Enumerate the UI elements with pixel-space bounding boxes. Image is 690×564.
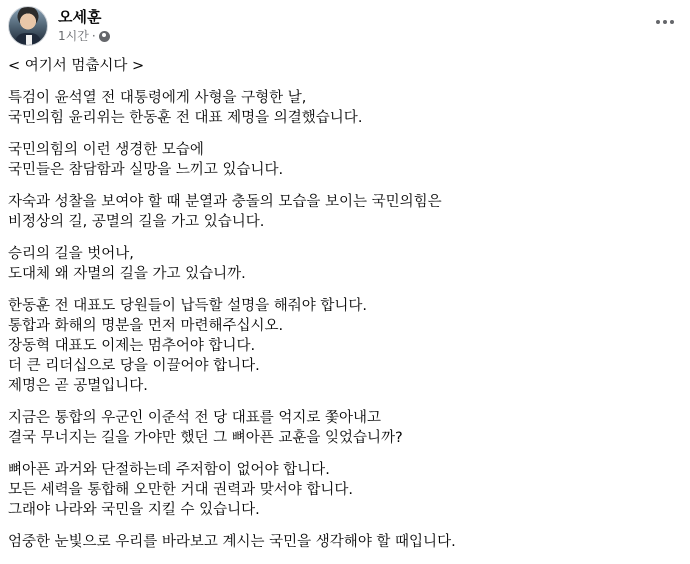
text-line: 비정상의 길, 공멸의 길을 가고 있습니다. <box>8 214 265 230</box>
more-dot <box>670 20 674 24</box>
text-line: 자숙과 성찰을 보여야 할 때 분열과 충돌의 모습을 보이는 국민의힘은 <box>8 194 442 210</box>
text-line: 엄중한 눈빛으로 우리를 바라보고 계시는 국민을 생각해야 할 때입니다. <box>8 534 456 550</box>
text-line: 지금은 통합의 우군인 이준석 전 당 대표를 억지로 쫓아내고 <box>8 410 382 426</box>
paragraph-1 <box>8 88 682 128</box>
post-title: < 여기서 멈춥시다 > <box>8 58 145 74</box>
post-time[interactable]: 1시간 <box>58 29 89 43</box>
paragraph-3 <box>8 192 682 232</box>
paragraph-4 <box>8 244 682 284</box>
text-line: 뼈아픈 과거와 단절하는데 주저함이 없어야 합니다. <box>8 462 330 478</box>
author-avatar[interactable] <box>8 6 48 46</box>
more-options-icon[interactable] <box>650 10 680 34</box>
text-line: 국민의힘의 이런 생경한 모습에 <box>8 142 204 158</box>
paragraph-6 <box>8 408 682 448</box>
text-line: 모든 세력을 통합해 오만한 거대 권력과 맞서야 합니다. <box>8 482 354 498</box>
paragraph-7 <box>8 460 682 520</box>
text-line: 국민들은 참담함과 실망을 느끼고 있습니다. <box>8 162 284 178</box>
post-header <box>8 6 110 46</box>
text-line: 결국 무너지는 길을 가야만 했던 그 뼈아픈 교훈을 잊었습니까? <box>8 430 403 446</box>
text-line: 도대체 왜 자멸의 길을 가고 있습니까. <box>8 266 246 282</box>
avatar-shirt <box>26 35 32 45</box>
post-body <box>8 56 682 564</box>
text-line: 더 큰 리더십으로 당을 이끌어야 합니다. <box>8 358 260 374</box>
globe-icon[interactable] <box>99 31 110 42</box>
text-line: 승리의 길을 벗어나, <box>8 246 134 262</box>
text-line: 국민의힘 윤리위는 한동훈 전 대표 제명을 의결했습니다. <box>8 110 363 126</box>
text-line: 장동혁 대표도 이제는 멈추어야 합니다. <box>8 338 256 354</box>
post-subline <box>58 29 110 43</box>
meta-separator: · <box>91 29 96 43</box>
more-dot <box>656 20 660 24</box>
paragraph-2 <box>8 140 682 180</box>
post-meta <box>58 8 110 43</box>
paragraph-8 <box>8 532 682 552</box>
paragraph-5 <box>8 296 682 396</box>
more-dot <box>663 20 667 24</box>
text-line: 그래야 나라와 국민을 지킬 수 있습니다. <box>8 502 260 518</box>
text-line: 통합과 화해의 명분을 먼저 마련해주십시오. <box>8 318 284 334</box>
text-line: 특검이 윤석열 전 대통령에게 사형을 구형한 날, <box>8 90 307 106</box>
text-line: 제명은 곧 공멸입니다. <box>8 378 148 394</box>
author-name[interactable]: 오세훈 <box>58 8 102 26</box>
text-line: 한동훈 전 대표도 당원들이 납득할 설명을 해줘야 합니다. <box>8 298 368 314</box>
